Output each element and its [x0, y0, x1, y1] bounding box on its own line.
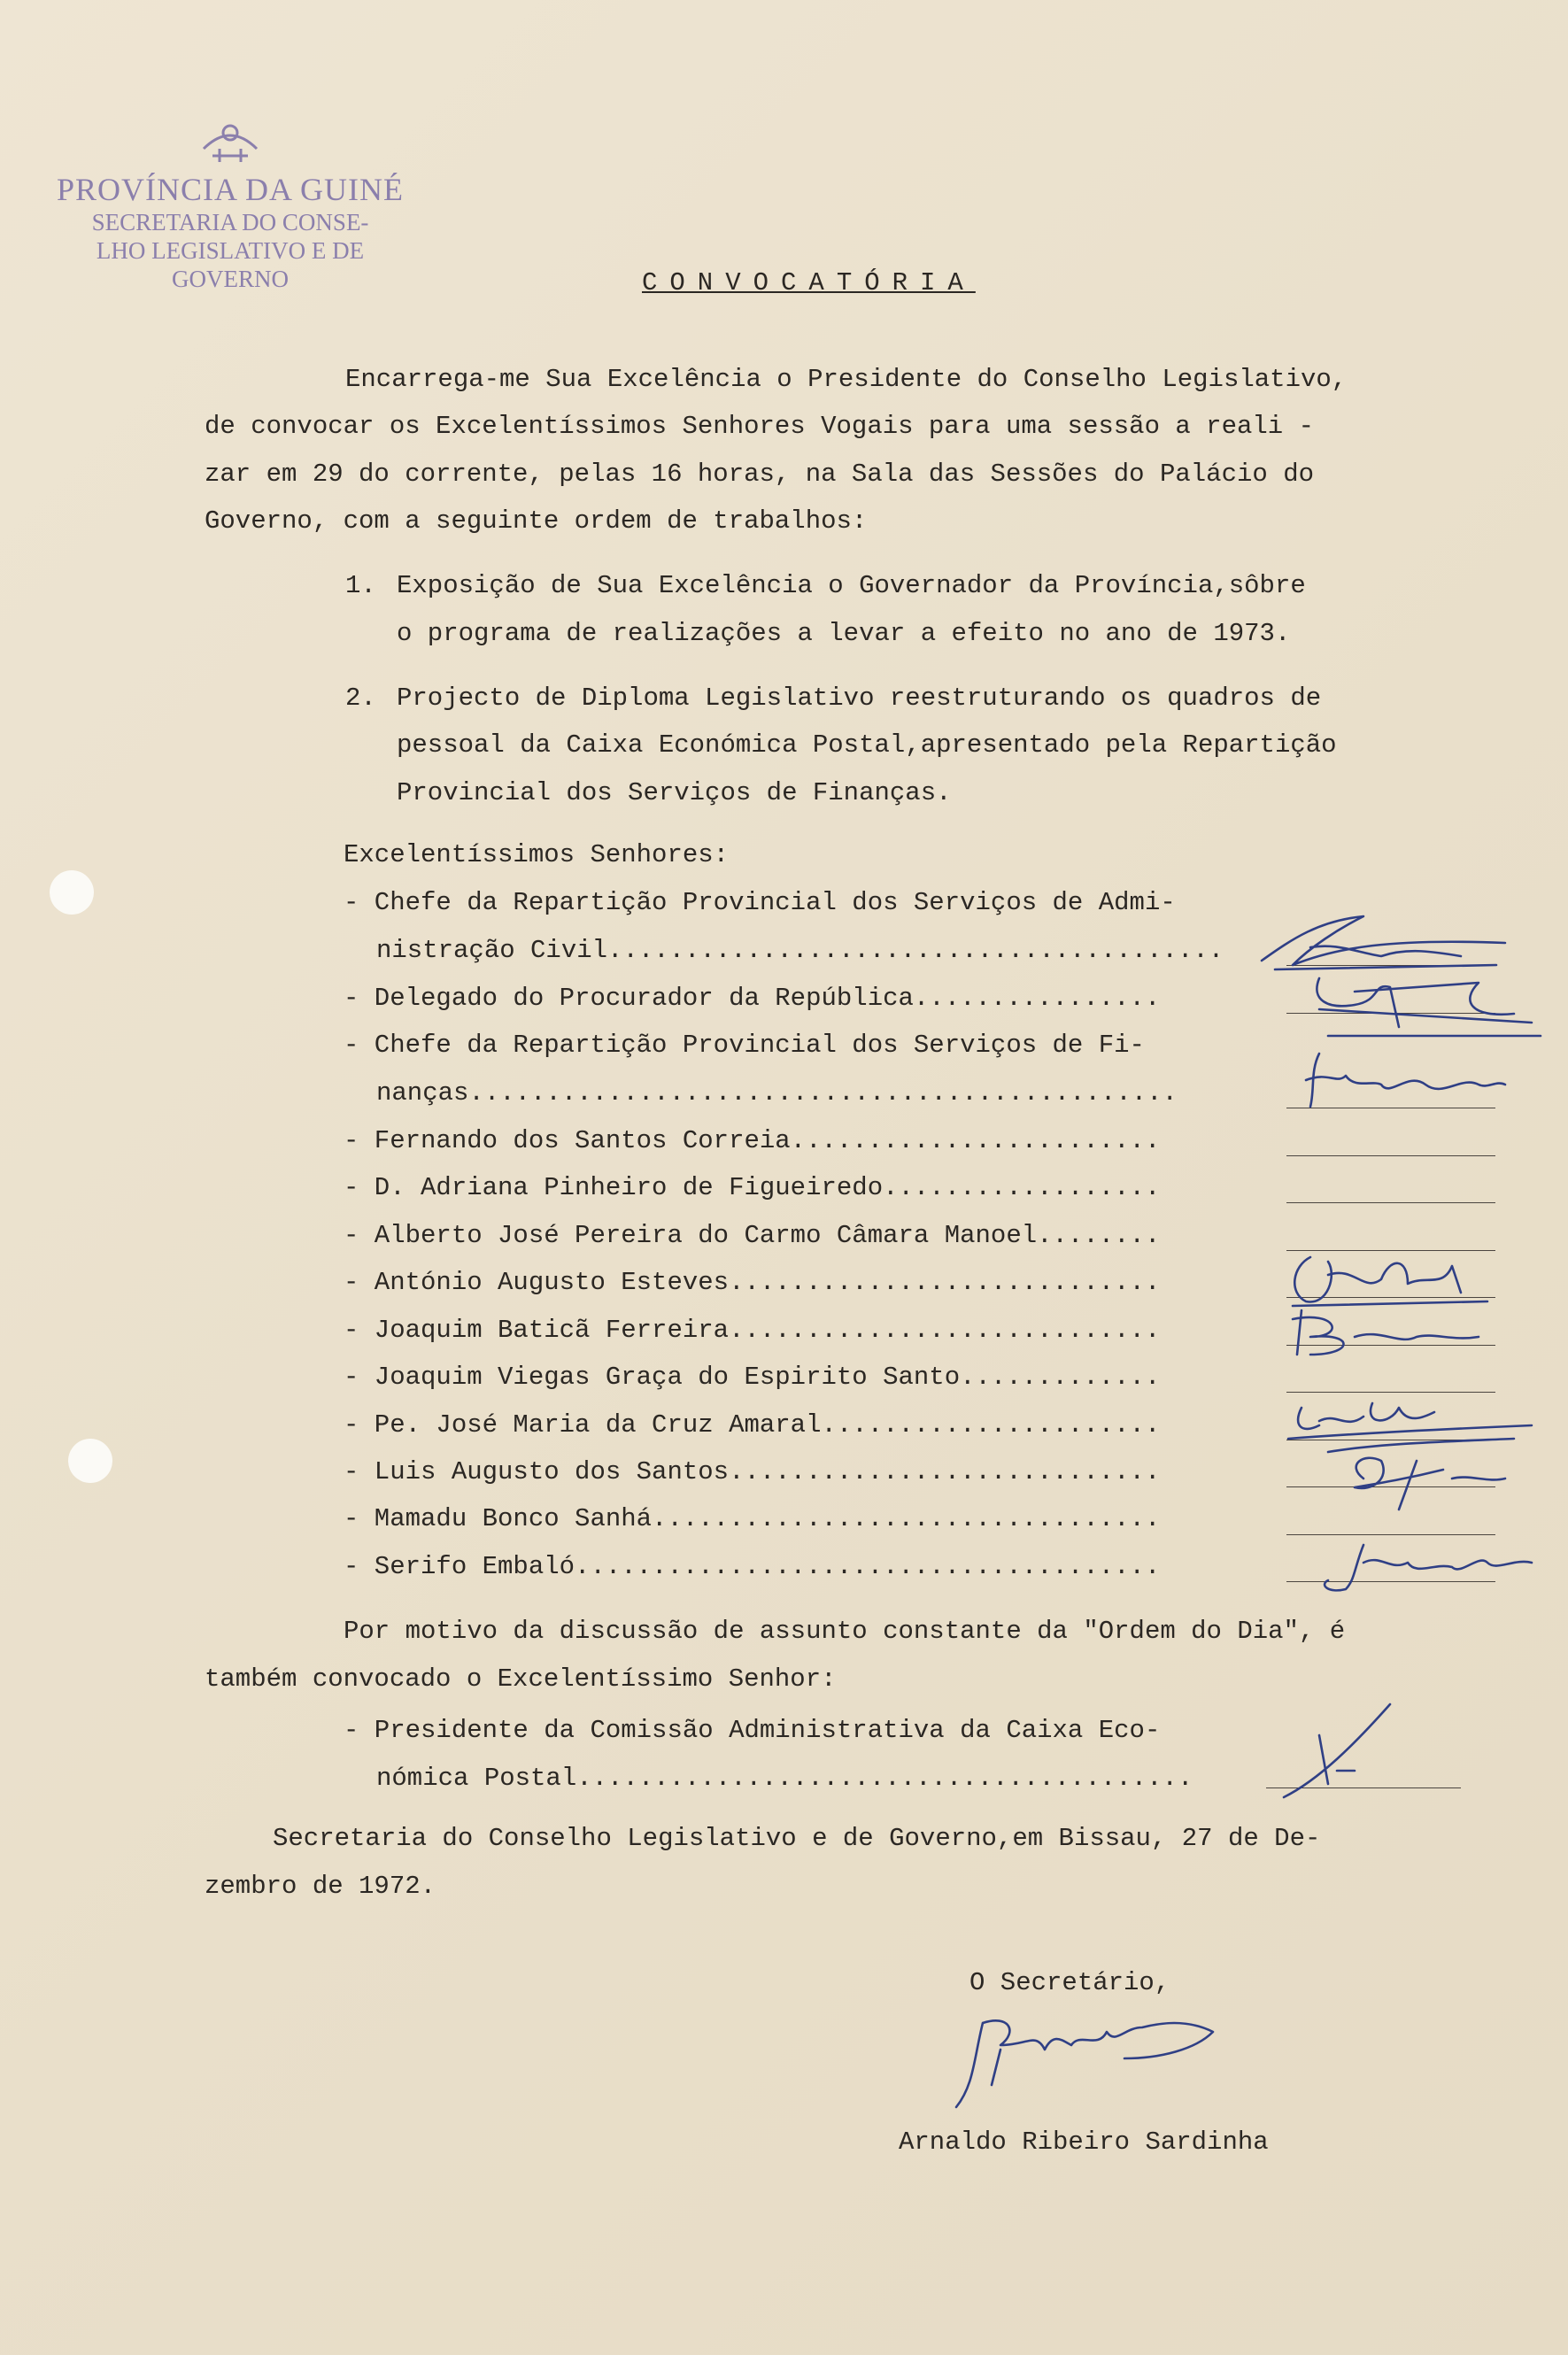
stamp-line-1: PROVÍNCIA DA GUINÉ — [56, 172, 404, 207]
agenda-line: o programa de realizações a levar a efeito no ano de 1973. — [397, 619, 1291, 648]
special-member-line: nómica Postal........................................ — [376, 1764, 1193, 1793]
signature-scribble — [1328, 1443, 1523, 1514]
signature-line — [1286, 1202, 1495, 1203]
intro-line: Governo, com a seguinte ordem de trabalhos: — [205, 506, 868, 536]
stamp-line-3: LHO LEGISLATIVO E DE — [96, 237, 365, 264]
member-line: - Mamadu Bonco Sanhá................................. — [344, 1504, 1161, 1533]
secretary-signature — [947, 1996, 1231, 2120]
closing-line: Secretaria do Conselho Legislativo e de Governo,em Bissau, 27 de De- — [273, 1824, 1321, 1853]
signature-scribble — [1284, 1301, 1505, 1363]
agenda-line: Provincial dos Serviços de Finanças. — [397, 778, 952, 807]
member-line: - Serifo Embaló...................................... — [344, 1552, 1161, 1581]
convocation-line: também convocado o Excelentíssimo Senhor: — [205, 1664, 837, 1694]
member-line: - Chefe da Repartição Provincial dos Serviços de Admi- — [344, 888, 1176, 917]
special-member-line: - Presidente da Comissão Administrativa da Caixa Eco- — [344, 1716, 1161, 1745]
agenda-number: 2. — [345, 683, 376, 713]
agenda-line: pessoal da Caixa Económica Postal,apresentado pela Repartição — [397, 730, 1337, 760]
intro-line: de convocar os Excelentíssimos Senhores Vogais para uma sessão a reali - — [205, 412, 1315, 441]
signature-scribble — [1293, 1045, 1523, 1116]
member-line: - Pe. José Maria da Cruz Amaral...................... — [344, 1410, 1161, 1440]
agenda-number: 1. — [345, 571, 376, 600]
members-heading: Excelentíssimos Senhores: — [344, 840, 730, 869]
signoff-role: O Secretário, — [969, 1968, 1170, 1997]
punch-hole — [68, 1439, 112, 1483]
signature-scribble — [1257, 903, 1523, 974]
signature-scribble — [1302, 965, 1549, 1045]
document-title: CONVOCATÓRIA — [642, 268, 976, 297]
member-line: - Fernando dos Santos Correia........................ — [344, 1126, 1161, 1155]
member-line: - Joaquim Baticã Ferreira............................ — [344, 1316, 1161, 1345]
member-line: - Chefe da Repartição Provincial dos Serviços de Fi- — [344, 1031, 1145, 1060]
signoff-name: Arnaldo Ribeiro Sardinha — [899, 2127, 1269, 2157]
signature-line — [1286, 1155, 1495, 1156]
member-line: - D. Adriana Pinheiro de Figueiredo.................. — [344, 1173, 1161, 1202]
signature-scribble — [1257, 1700, 1417, 1806]
member-line: nistração Civil........................................ — [376, 936, 1224, 965]
member-line: - Delegado do Procurador da República................ — [344, 984, 1161, 1013]
member-line: - António Augusto Esteves............................ — [344, 1268, 1161, 1297]
member-line: - Luis Augusto dos Santos............................ — [344, 1457, 1161, 1486]
intro-line: zar em 29 do corrente, pelas 16 horas, na Sala das Sessões do Palácio do — [205, 459, 1315, 489]
intro-line: Encarrega-me Sua Excelência o Presidente do Conselho Legislativo, — [345, 365, 1348, 394]
agenda-line: Projecto de Diploma Legislativo reestruturando os quadros de — [397, 683, 1322, 713]
closing-line: zembro de 1972. — [205, 1872, 436, 1901]
punch-hole — [50, 870, 94, 915]
member-line: - Alberto José Pereira do Carmo Câmara Manoel........ — [344, 1221, 1161, 1250]
member-line: nanças.............................................. — [376, 1078, 1178, 1108]
stamp-line-2: SECRETARIA DO CONSE- — [91, 209, 369, 236]
member-line: - Joaquim Viegas Graça do Espirito Santo............. — [344, 1363, 1161, 1392]
signature-scribble — [1310, 1527, 1541, 1598]
agenda-line: Exposição de Sua Excelência o Governador da Província,sôbre — [397, 571, 1306, 600]
coat-of-arms-icon — [186, 113, 274, 166]
stamp-line-4: GOVERNO — [172, 266, 289, 292]
official-stamp — [53, 113, 407, 293]
convocation-line: Por motivo da discussão de assunto constante da "Ordem do Dia", é — [344, 1617, 1346, 1646]
